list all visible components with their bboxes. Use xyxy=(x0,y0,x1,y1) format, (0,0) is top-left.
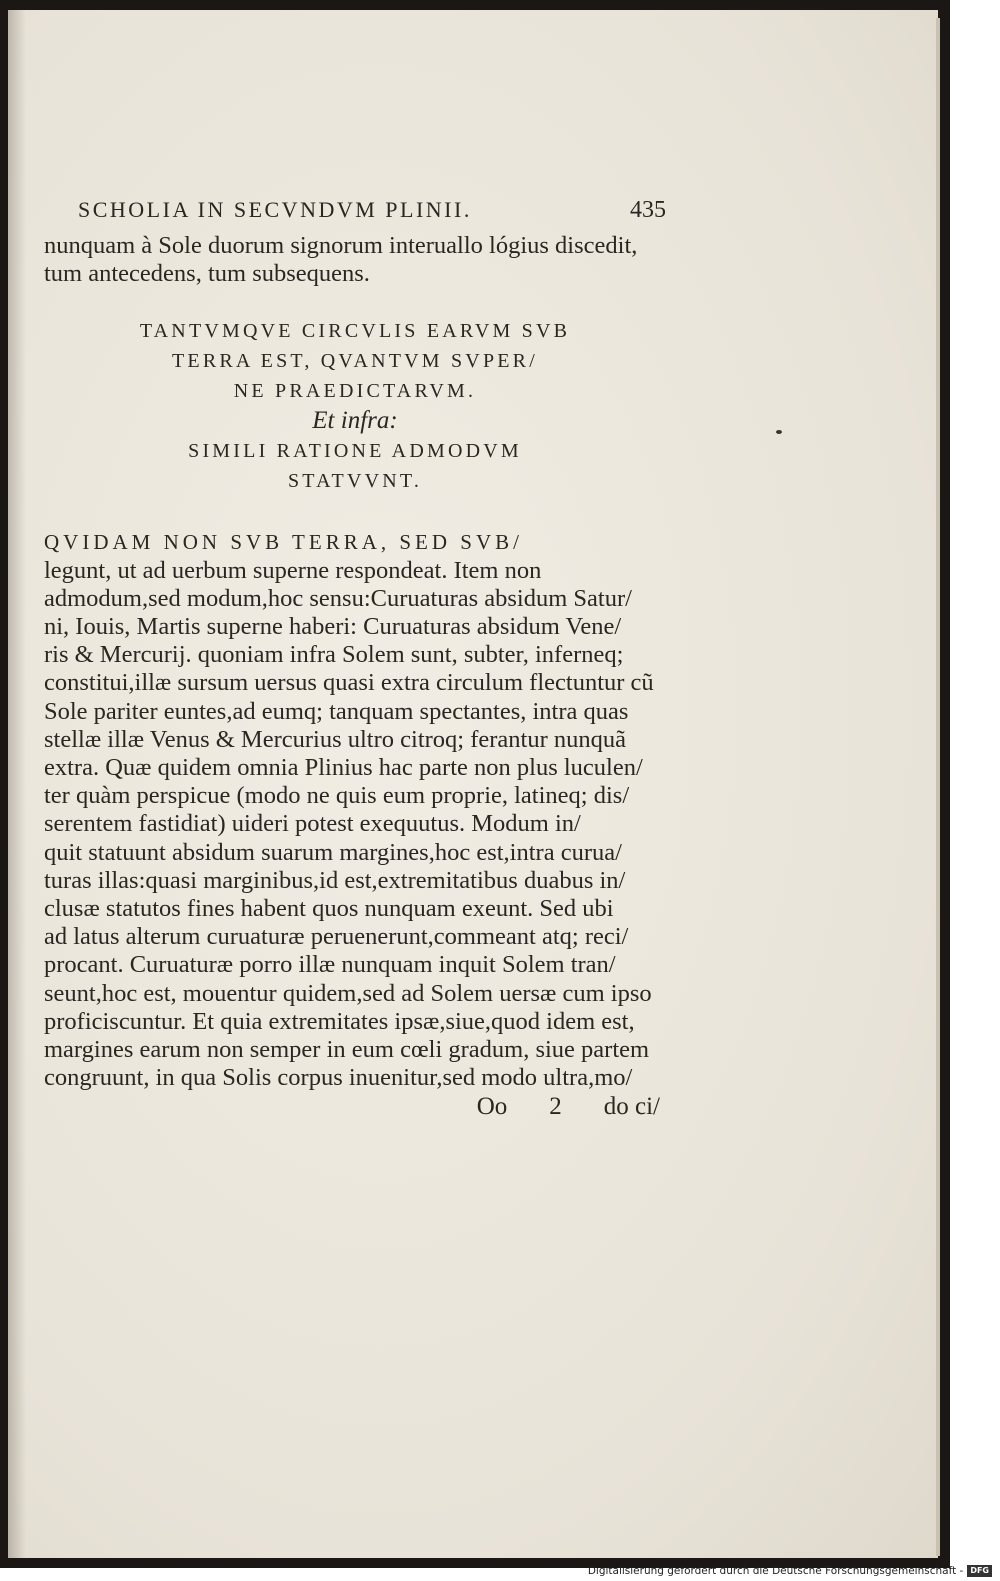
lemma-line: TERRA EST, QVANTVM SVPER/ xyxy=(172,350,538,373)
lemma-line: TANTVMQVE CIRCVLIS EARVM SVB xyxy=(139,320,571,343)
text-line: extra. Quæ quidem omnia Plinius hac parte non plus luculen/ xyxy=(44,754,643,782)
text-line: procant. Curuaturæ porro illæ nunquam inquit Solem tran/ xyxy=(44,951,616,979)
text-line: admodum,sed modum,hoc sensu:Curuaturas absidum Satur/ xyxy=(44,584,632,612)
catchline xyxy=(44,1092,666,1122)
lemma-block xyxy=(44,316,666,496)
page-number: 435 xyxy=(630,197,666,223)
text-line: legunt, ut ad uerbum superne respondeat. Item non xyxy=(44,556,542,584)
text-block xyxy=(44,190,666,1122)
commentary-paragraph xyxy=(44,528,666,1092)
credit-text: Digitalisierung gefördert durch die Deutsche Forschungsgemeinschaft - xyxy=(587,1565,964,1577)
text-line: stellæ illæ Venus & Mercurius ultro citroq; ferantur nunquã xyxy=(44,725,627,753)
lemma-line: SIMILI RATIONE ADMODVM xyxy=(188,440,522,463)
intro-paragraph xyxy=(44,232,666,288)
lemma-infra: Et infra: xyxy=(312,407,398,435)
catchword: do ci/ xyxy=(603,1093,660,1121)
running-head-title: SCHOLIA IN SECVNDVM PLINII. xyxy=(78,197,472,222)
text-line: constitui,illæ sursum uersus quasi extra circulum flectuntur cũ xyxy=(44,669,654,697)
text-line: margines earum non semper in eum cœli gradum, siue partem xyxy=(44,1036,650,1064)
running-head xyxy=(44,190,666,230)
signature-mark: Oo xyxy=(476,1093,508,1121)
lemma-line: STATVVNT. xyxy=(287,470,423,493)
text-line: ni, Iouis, Martis superne haberi: Curuaturas absidum Vene/ xyxy=(44,613,622,641)
digitization-credit xyxy=(588,1565,992,1577)
text-line: ter quàm perspicue (modo ne quis eum proprie, latineq; dis/ xyxy=(44,782,630,810)
text-line: congruunt, in qua Solis corpus inuenitur,sed modo ultra,mo/ xyxy=(44,1064,633,1092)
ink-speck xyxy=(776,430,782,434)
text-line: tum antecedens, tum subsequens. xyxy=(44,260,370,288)
text-line: quit statuunt absidum suarum margines,hoc est,intra curua/ xyxy=(44,838,622,866)
lemma-line: NE PRAEDICTARVM. xyxy=(233,380,477,403)
text-line: Sole pariter euntes,ad eumq; tanquam spectantes, intra quas xyxy=(44,697,629,725)
text-line: clusæ statutos fines habent quos nunquam exeunt. Sed ubi xyxy=(44,895,614,923)
text-line: ad latus alterum curuaturæ peruenerunt,commeant atq; reci/ xyxy=(44,923,629,951)
signature-number: 2 xyxy=(549,1093,562,1121)
dfg-logo: DFG xyxy=(967,1565,992,1577)
text-line: seunt,hoc est, mouentur quidem,sed ad Solem uersæ cum ipso xyxy=(44,979,652,1007)
page-edge xyxy=(936,18,940,1556)
text-line: turas illas:quasi marginibus,id est,extremitatibus duabus in/ xyxy=(44,866,626,894)
text-line: serentem fastidiat) uideri potest exequutus. Modum in/ xyxy=(44,810,581,838)
text-line: nunquam à Sole duorum signorum interuallo lógius discedit, xyxy=(44,232,638,259)
text-line: ris & Mercurij. quoniam infra Solem sunt, subter, inferneq; xyxy=(44,641,624,669)
text-line: proficiscuntur. Et quia extremitates ipsæ,siue,quod idem est, xyxy=(44,1007,635,1035)
commentary-opening: QVIDAM NON SVB TERRA, SED SVB/ xyxy=(44,530,523,555)
gutter-shadow xyxy=(8,10,26,1558)
